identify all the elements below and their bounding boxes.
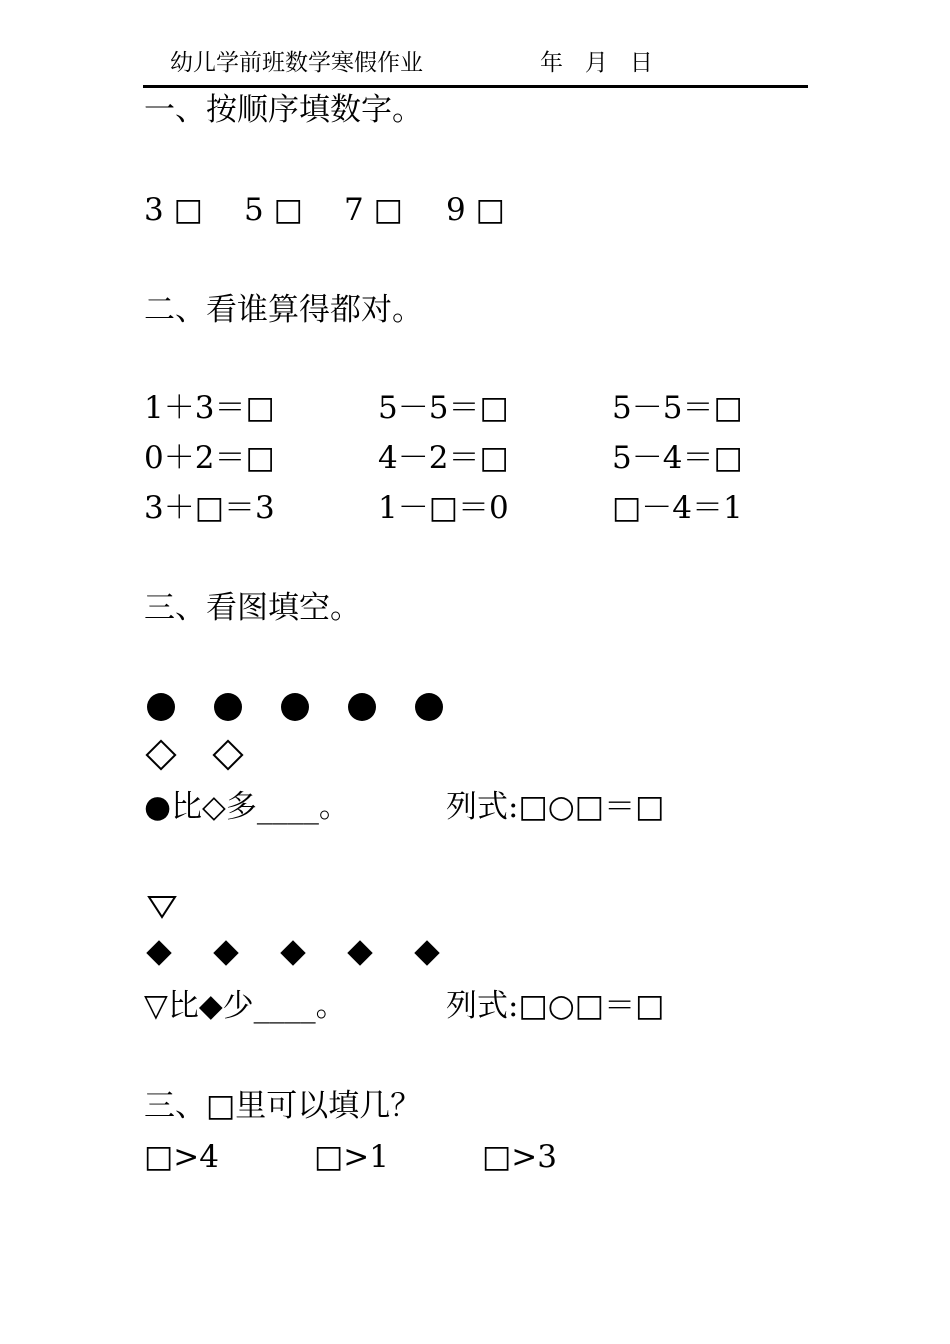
equation: 5－5＝□: [378, 390, 509, 426]
section4-heading: 三、□里可以填几？: [144, 1088, 422, 1124]
filled-diamond-icon: [414, 940, 439, 965]
sequence-item: 5 □: [244, 192, 303, 228]
filled-circle-icon: [415, 693, 443, 721]
equation: 1－□＝0: [378, 490, 509, 526]
sequence-item: 7 □: [344, 192, 403, 228]
filled-diamond-row: [144, 936, 464, 976]
outline-diamond-row: [144, 737, 264, 777]
filled-circle-icon: [281, 693, 309, 721]
compare-prompt: ▽比◆少____。: [144, 988, 347, 1024]
filled-diamond-icon: [347, 940, 372, 965]
inequality-item: □>1: [314, 1139, 389, 1175]
equation: 1＋3＝□: [144, 390, 275, 426]
section1-heading: 一、按顺序填数字。: [144, 92, 423, 128]
equation: 5－5＝□: [612, 390, 743, 426]
compare-prompt: ●比◇多____。: [144, 789, 350, 825]
filled-circle-row: [144, 687, 464, 727]
outline-diamond-icon: [212, 739, 243, 770]
formula-prompt: 列式:□○□＝□: [446, 789, 665, 825]
header-rule: [143, 85, 808, 88]
equation: 5－4＝□: [612, 440, 743, 476]
filled-diamond-icon: [213, 940, 238, 965]
equation: 0＋2＝□: [144, 440, 275, 476]
filled-circle-icon: [214, 693, 242, 721]
formula-prompt: 列式:□○□＝□: [446, 988, 665, 1024]
date-field: 年 月 日: [540, 50, 653, 76]
equation: 3＋□＝3: [144, 490, 275, 526]
filled-diamond-icon: [280, 940, 305, 965]
outline-triangle-row: [144, 885, 184, 925]
filled-circle-icon: [348, 693, 376, 721]
section3-heading: 三、看图填空。: [144, 590, 361, 626]
sequence-item: 3 □: [144, 192, 203, 228]
outline-diamond-icon: [145, 739, 176, 770]
outline-triangle-icon: [147, 895, 177, 919]
sequence-item: 9 □: [446, 192, 505, 228]
equation: □－4＝1: [612, 490, 743, 526]
filled-diamond-icon: [146, 940, 171, 965]
inequality-item: □>4: [144, 1139, 219, 1175]
filled-circle-icon: [147, 693, 175, 721]
worksheet-title: 幼儿学前班数学寒假作业: [170, 50, 423, 76]
section2-heading: 二、看谁算得都对。: [144, 292, 423, 328]
equation: 4－2＝□: [378, 440, 509, 476]
inequality-item: □>3: [482, 1139, 557, 1175]
